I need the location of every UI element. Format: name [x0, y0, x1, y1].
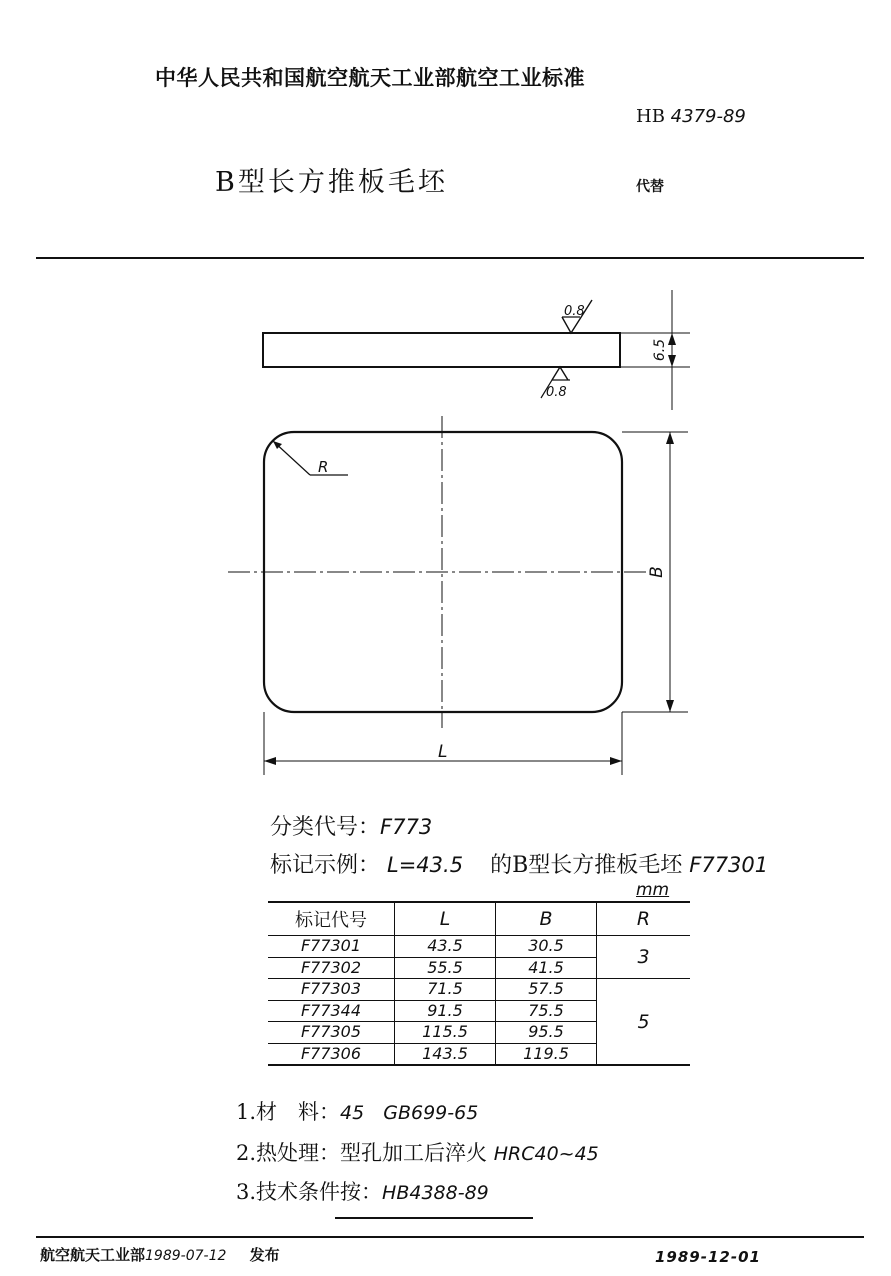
cell-code: F77306 — [268, 1043, 395, 1065]
cell-r: 3 — [597, 936, 691, 979]
cell-code: F77303 — [268, 979, 395, 1001]
footer-rule — [36, 1236, 864, 1238]
radius-label: R — [318, 458, 329, 476]
issued-label: 发布 — [249, 1246, 280, 1264]
col-header-r: R — [597, 902, 691, 936]
note-label: 1.材 料： — [236, 1100, 341, 1124]
col-header-b: B — [496, 902, 597, 936]
cell-l: 91.5 — [395, 1000, 496, 1022]
end-rule — [335, 1217, 533, 1219]
cell-l: 115.5 — [395, 1022, 496, 1044]
cell-code: F77301 — [268, 936, 395, 958]
specification-table — [268, 901, 690, 1066]
cell-r: 5 — [597, 979, 691, 1066]
note-label: 3.技术条件按： — [236, 1180, 383, 1204]
cell-code: F77302 — [268, 957, 395, 979]
example-code: F77301 — [689, 853, 769, 877]
thickness-label: 6.5 — [652, 338, 668, 362]
issuer-line — [40, 1244, 280, 1265]
col-header-code: 标记代号 — [268, 902, 395, 936]
marking-example-line — [270, 848, 768, 879]
cell-b: 119.5 — [496, 1043, 597, 1065]
cell-b: 41.5 — [496, 957, 597, 979]
col-header-l: L — [395, 902, 496, 936]
side-view-plate — [263, 333, 620, 367]
cell-b: 95.5 — [496, 1022, 597, 1044]
example-label: 标记示例： — [270, 853, 381, 878]
length-dimension-label: L — [438, 742, 448, 762]
document-title: B型长方推板毛坯 — [215, 167, 448, 198]
note-value: 45 GB699-65 — [340, 1102, 479, 1124]
cell-l: 55.5 — [395, 957, 496, 979]
effective-date: 1989-12-01 — [655, 1248, 761, 1266]
note-material — [236, 1096, 478, 1126]
cell-l: 71.5 — [395, 979, 496, 1001]
organization-title: 中华人民共和国航空航天工业部航空工业标准 — [155, 66, 585, 90]
note-technical-conditions — [236, 1176, 489, 1206]
cell-b: 30.5 — [496, 936, 597, 958]
cell-code: F77305 — [268, 1022, 395, 1044]
classification-line — [270, 810, 432, 841]
classification-label: 分类代号： — [270, 815, 381, 840]
note-value: HRC40~45 — [493, 1143, 599, 1165]
cell-l: 43.5 — [395, 936, 496, 958]
issue-date: 1989-07-12 — [145, 1248, 227, 1264]
width-dimension-label: B — [647, 566, 667, 578]
example-description: 的B型长方推板毛坯 — [490, 853, 683, 878]
roughness-bottom-label: 0.8 — [546, 385, 567, 400]
cell-b: 57.5 — [496, 979, 597, 1001]
cell-b: 75.5 — [496, 1000, 597, 1022]
unit-label: mm — [636, 880, 670, 900]
note-label: 2.热处理：型孔加工后淬火 — [236, 1141, 488, 1165]
cell-code: F77344 — [268, 1000, 395, 1022]
replaces-label: 代替 — [636, 179, 664, 195]
standard-prefix: HB — [636, 106, 665, 127]
standard-code: 4379-89 — [670, 106, 746, 127]
example-value: L=43.5 — [387, 853, 464, 877]
cell-l: 143.5 — [395, 1043, 496, 1065]
table-row — [268, 979, 690, 1001]
classification-code: F773 — [380, 815, 433, 839]
note-value: HB4388-89 — [382, 1182, 489, 1204]
table-row — [268, 936, 690, 958]
issuer: 航空航天工业部 — [40, 1246, 146, 1264]
note-heat-treatment — [236, 1137, 599, 1167]
roughness-top-label: 0.8 — [564, 304, 585, 319]
